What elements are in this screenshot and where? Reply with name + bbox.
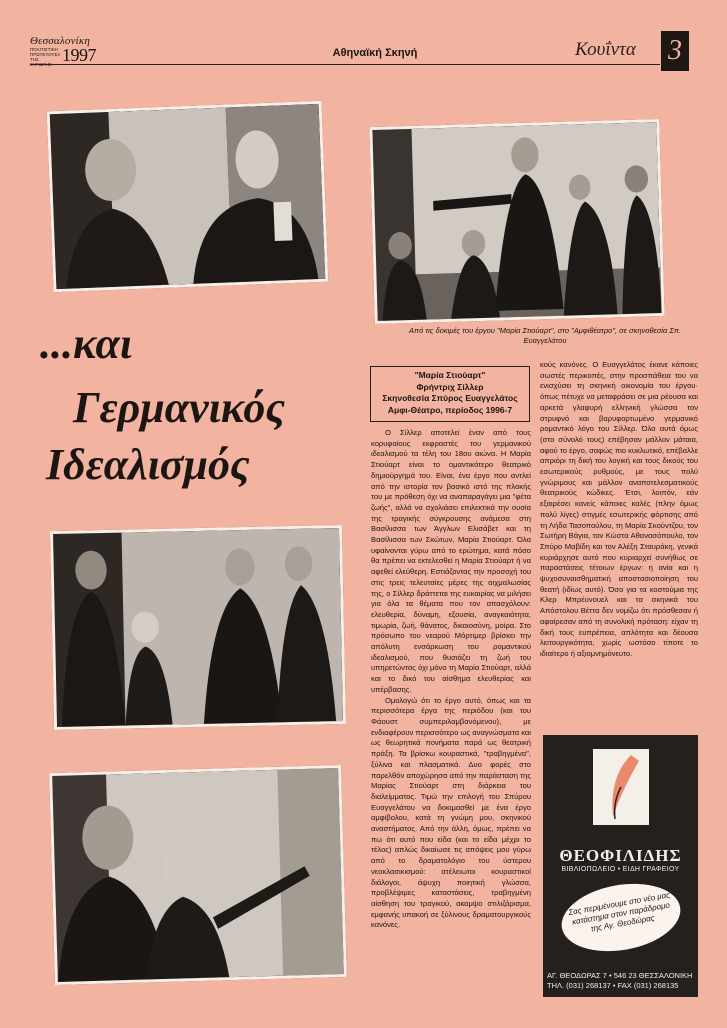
production-info-box xyxy=(370,366,530,422)
rehearsal-photo-4 xyxy=(49,765,347,985)
ad-oval-text: Σας περιμένουμε στο νέο μας κατάστημα στον παράδρομο της Αγ. Θεοδώρας xyxy=(567,890,671,934)
ad-store-name: ΘΕΟΦΙΛΙΔΗΣ xyxy=(559,846,682,865)
article-column-2 xyxy=(540,360,698,722)
photo-caption: Από τις δοκιμές του έργου "Μαρία Στιούαρτ", στο "Αμφιθέατρο", σε σκηνοθεσία Σπ. Ευαγγελάτου xyxy=(409,326,681,345)
rehearsal-photo-2 xyxy=(369,119,664,324)
article-paragraph: Ο Σίλλερ αποτελεί έναν από τους κορυφαίους εκφραστές του γερμανικού ιδεαλισμού τα τέλη του 18ου αιώνα. Η Μαρία Στιούαρτ είναι το ομαντικότερο θεατρικό δημιούργημά του. Είναι, ένα έργο που αντλεί από την ιστορία τον βασικό ιστό της πλοκής του με πρόθεση όχι να αναπαραγάγει μια "φέτα ζωής", αλλά να σχολιάσει επιλεκτικά την ουσία της τραγικής σύγκρουσης ανάμεσα στη Βασίλισσα των Άγγλων Ελισάβετ και τη Βασίλισσα των Σκώτων, Μαρία Στιούαρτ. Όλα υφαίνονται γύρω από το ερώτημα, κατά πόσο θα πρέπει να εκτελεσθεί η Μαρία Στιούαρτ ή να αφεθεί ελεύθερη. Εστιάζοντας την προσοχή του στις τρεις τελευταίες μέρες της αιχμαλωσίας της, ο Σίλλερ δράττεται της ευκαιρίας να μιλήσει για όλα τα θέματα που τον απασχόλουν: ελευθερία, δύναμη, εξουσία, αναγκαιότητα, τιμωρία, ζωή, θάνατος, δικαιοσύνη, μοίρα. Στο πρόσωπο του νεαρού Μόρτιμερ βρίσκει την απόλυτη ενσάρκωση του ρομαντικού ιδεαλισμού, που θυσιάζει τη ζωή του υπηρετώντας όχι μόνο τη Μαρία Στιούαρτ, αλλά και το δικό του αίσθημα ελευθερίας και υπέρβασης. xyxy=(371,428,531,694)
page-number: 3 xyxy=(661,31,689,71)
headline-line-2: Γερμανικός xyxy=(73,383,285,432)
rehearsal-photo-3 xyxy=(50,525,346,730)
article-paragraph: Ομολογώ ότι το έργο αυτό, όπως και τα περισσότερα έργα της περιόδου (και του Φάουστ συμπεριλαμβανόμενου), με ενδιαφέρουν περισσότερο ως αναγνώσματα και ως θεωρητικά πονήματα παρά ως θεατρική πράξη. Τα βρίσκω κουραστικά, "τραβηγμένα", ξύλινα και πλασματικά. Δυο φορές στο παρελθόν αποχώρησα από την παράσταση της Μαρίας Στιούαρτ στη διάρκεια του διαλείμματος. Τιμώ την επιλογή του Σπύρου Ευαγγελάτου να δοκιμασθεί με ένα έργο αμφίβολου, κατά τη γνώμη μου, σκηνικού αναστήματος. Από την άλλη, όμως, πρέπει να πω ότι αυτό που είδα (και το είδα μέχρι το τέλος) απλώς δικαίωσε τις απόψεις μου γύρω από το δραματολόγιο του ύστερου νεοκλασικισμού: ατέλειωτοι κουραστικοί διάλογοι, άψυχη ποιητική γλώσσα, προβλέψιμες καταστάσεις, τραβηγμένη αίσθηση του τραγικού, ακαμψο στιλιζάρισμα, εμφανής υπακοή σε ξύλινους δραματουργικούς κανόνες. xyxy=(371,695,531,930)
article-column-1 xyxy=(371,428,531,1028)
logo-year: 1997 xyxy=(62,45,96,65)
brand-name: Κουΐντα xyxy=(575,39,636,60)
info-venue: Αμφι-Θέατρο, περίοδος 1996-7 xyxy=(387,404,513,415)
article-paragraph: κούς κανόνες. Ο Ευαγγελάτος έκανε κάποιες σωστές περικοπές, στην προσπάθεια του να ενισχύσει τη σκηνική οικονομία του έργου· όπως πέτυχε να μεταφράσει σε μια ρέουσα και αρκετά γλαφυρή ελληνική γλώσσα τον στρυφνό και βαρυφορτωμένο γερμανικό ρομαντικό λόγο του Σίλλερ. Όλα αυτά όμως (στο σύνολό τους) επέβησαν μάλλον μάταια, αφού το έργο, σαφώς πιο κυκλωτικό, επέβαλλε απριόρι τη δική του λογική και τους δικούς του εσωτερικούς ρυθμούς, με τους πολύ γνώριμους και μάλλον αναποτελεσματικούς θεατρικούς κώδικες. Έτσι, λοιπόν, εάν εξαιρέσει κανείς κάποιες καλές (πλην όμως πολύ λίγες) στιγμές εσωτερικής φόρτισης από τη Λήδα Τασοπούλου, τη Μαρία Σκούντζου, τον Σωτήρη Βάγια, τον Κώστα Αθανασόπουλο, τον Σπύρο Μαβίδη και τον Αλέξη Σταυράκη, γενικά κυριάρχησε αυτό που κυριαρχεί συνήθως σε παραστάσεις τέτοιων έργων: η ανία και η ψυχοσυναισθηματική αποστασιοποίηση του θεατή (ιδίως αυτό). Όσο για τα κοστούμια της Κλερ Μπρέυνουελ και τα σκηνικά του Απόστολου Βέττα δεν νομίζω ότι πρόσθεσαν ή αφαίρεσαν από τη συνολική πρόταση: είχαν τη δική τους ευπρέπεια, απλότητα και δέουσα λειτουργικότητα, χωρίς ωστόσο τίποτε το ιδιαίτερο ή αξιομνημόνευτο. xyxy=(540,360,698,658)
header-rule xyxy=(30,64,660,65)
ad-contact xyxy=(547,971,697,991)
ad-store-subtitle: ΒΙΒΛΙΟΠΩΛΕΙΟ • ΕΙΔΗ ΓΡΑΦΕΙΟΥ xyxy=(561,866,680,873)
ad-phone: ΤΗΛ. (031) 268137 • FAX (031) 268135 xyxy=(547,981,679,990)
festival-logo xyxy=(30,36,110,66)
headline-line-1: ...και xyxy=(40,319,133,368)
logo-small-text: ΠΟΛΙΤΙΣΤΙΚΗ ΠΡΩΤΕΥΟΥΣΑ ΤΗΣ ΕΥΡΩΠΗΣ xyxy=(30,47,61,67)
info-play-title: "Μαρία Στιούαρτ" xyxy=(414,370,486,380)
bookstore-advertisement xyxy=(543,735,698,997)
info-director: Σκηνοθεσία Σπύρος Ευαγγελάτος xyxy=(382,393,518,403)
section-title: Αθηναϊκή Σκηνή xyxy=(332,47,418,59)
ad-address: ΑΓ. ΘΕΟΔΩΡΑΣ 7 • 546 23 ΘΕΣΣΑΛΟΝΙΚΗ xyxy=(547,971,693,980)
headline-line-3: Ιδεαλισμός xyxy=(46,440,250,489)
info-author: Φρήντριχ Σίλλερ xyxy=(416,381,484,392)
logo-city: Θεσσαλονίκη xyxy=(30,35,91,47)
rehearsal-photo-1 xyxy=(47,101,329,292)
quill-logo-icon xyxy=(591,747,651,827)
